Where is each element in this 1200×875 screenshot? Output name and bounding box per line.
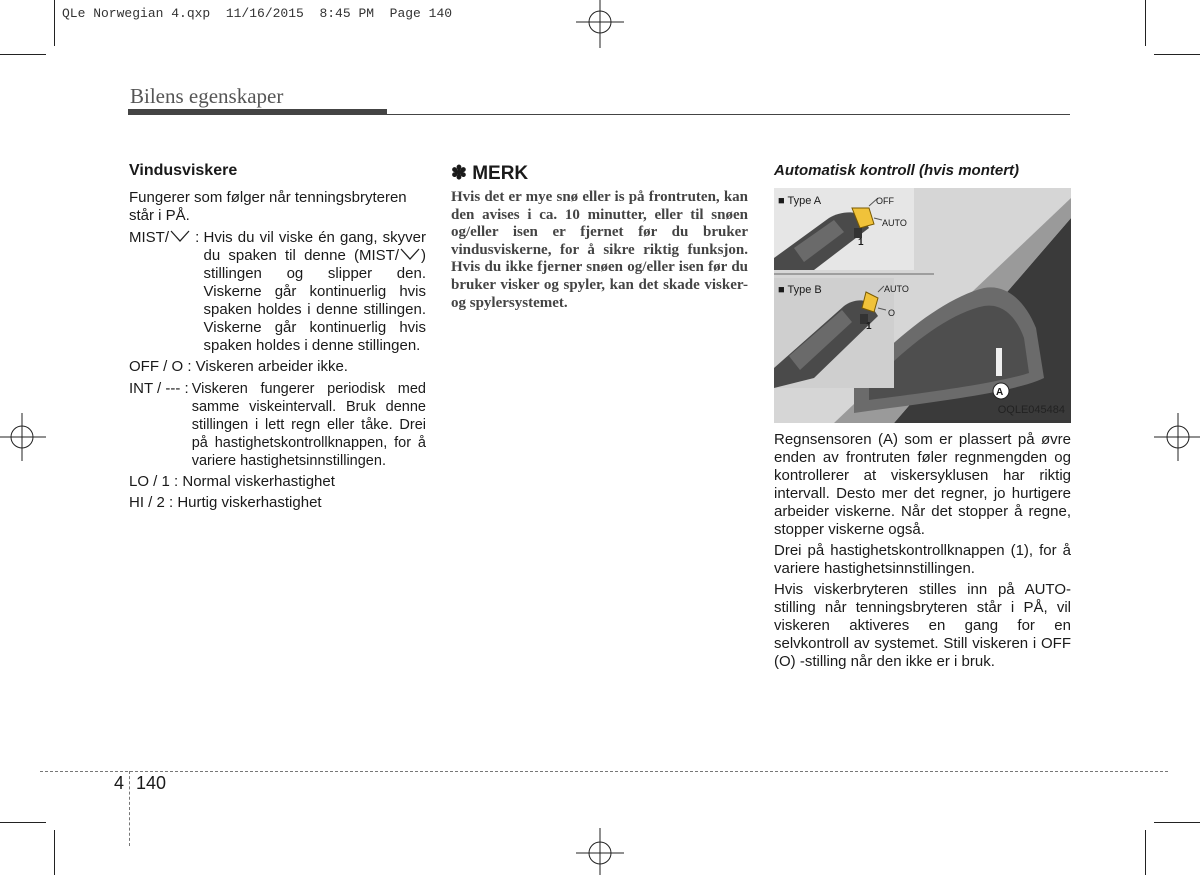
figure-illustration	[774, 188, 1071, 423]
mist-chevron-icon	[169, 229, 191, 243]
rain-sensor-paragraph: Regnsensoren (A) som er plassert på øvre enden av frontruten føler regnmengden og kontrollerer at viskersyklusen har riktig intervall. Desto mer det regner, jo hurtigere arbeider viskerne. Når det stopper å regne, stopper viskerne også.	[774, 431, 1071, 538]
header-rule-thin	[387, 114, 1070, 115]
crop-mark	[1154, 822, 1200, 823]
page-number: 140	[136, 773, 167, 793]
footer-rule	[40, 771, 1168, 772]
footer-divider	[129, 771, 130, 846]
asterisk-icon: ✽	[451, 163, 467, 184]
crop-mark	[0, 54, 46, 55]
mist-item	[129, 229, 426, 355]
auto-control-column	[774, 162, 1071, 674]
crop-mark	[54, 830, 55, 875]
rain-sensor-figure	[774, 188, 1071, 423]
registration-mark-icon	[1154, 410, 1200, 464]
registration-mark-icon	[573, 828, 627, 875]
auto-label-b: AUTO	[884, 284, 909, 294]
crop-mark	[54, 0, 55, 46]
speed-knob-label: 1	[858, 237, 864, 248]
crop-mark	[1154, 54, 1200, 55]
registration-mark-icon	[573, 0, 627, 50]
o-label: O	[888, 308, 896, 318]
crop-mark	[0, 822, 46, 823]
header-rule	[128, 109, 387, 115]
int-label: INT / --- :	[129, 380, 189, 397]
figure-code: OQLE045484	[997, 404, 1065, 416]
lo-item: LO / 1 : Normal viskerhastighet	[129, 473, 335, 490]
type-b-label: ■ Type B	[778, 284, 822, 296]
wiper-intro: Fungerer som følger når tenningsbryteren står i PÅ.	[129, 189, 407, 224]
wiper-heading: Vindusviskere	[129, 162, 238, 179]
speed-knob-label-b: 1	[866, 321, 872, 332]
crop-mark	[1145, 830, 1146, 875]
auto-label: AUTO	[882, 218, 907, 228]
rain-sensor-marker: A	[996, 387, 1004, 398]
wiper-column	[129, 162, 426, 512]
auto-control-heading: Automatisk kontroll (hvis montert)	[774, 162, 1020, 179]
chapter-number: 4	[114, 773, 125, 793]
off-item: OFF / O : Viskeren arbeider ikke.	[129, 358, 348, 375]
auto-control-text	[774, 431, 1071, 671]
int-description: Viskeren fungerer periodisk med samme viskeintervall. Bruk denne stillingen i lett regn eller tåke. Drei på hastighetskontrollknappen, for å variere hastighetsinnstillingen.	[191, 381, 426, 469]
mist-label: MIST/ :	[129, 229, 204, 246]
auto-position-paragraph: Hvis viskerbryteren stilles inn på AUTO-stilling når tenningsbryteren står i PÅ, vil viskeren aktiveres en gang for en selvkontroll av systemet. Still viskeren i OFF (O) -stilling når den ikke er i bruk.	[774, 581, 1071, 670]
note-heading: ✽ MERK	[451, 163, 529, 184]
section-title: Bilens egenskaper	[130, 84, 284, 108]
mist-chevron-icon	[399, 247, 421, 261]
registration-mark-icon	[0, 410, 46, 464]
off-label: OFF	[876, 196, 894, 206]
hi-item: HI / 2 : Hurtig viskerhastighet	[129, 494, 322, 511]
int-item	[129, 380, 426, 470]
print-slug: QLe Norwegian 4.qxp 11/16/2015 8:45 PM Page 140	[62, 6, 453, 21]
type-a-label: ■ Type A	[778, 195, 822, 207]
mist-description: Hvis du vil viske én gang, skyver du spaken til denne (MIST/ ) stillingen og slipper den. Viskerne går kontinuerlig hvis spaken holdes i denne stillingen. Viskerne går kontinuerlig hvis spaken holdes i denne stillingen.	[203, 229, 426, 354]
note-body: Hvis det er mye snø eller is på frontruten, kan den avises i ca. 10 minutter, eller til snøen og/eller isen er fjernet før du bruker vindusviskerne, for å sikre riktig funksjon. Hvis du ikke fjerner snøen og/eller isen før du bruker visker og spyler, kan det skade visker- og spylersystemet.	[451, 189, 748, 311]
note-column	[451, 162, 748, 312]
speed-knob-paragraph: Drei på hastighetskontrollknappen (1), for å variere hastighetsinnstillingen.	[774, 542, 1071, 577]
crop-mark	[1145, 0, 1146, 46]
